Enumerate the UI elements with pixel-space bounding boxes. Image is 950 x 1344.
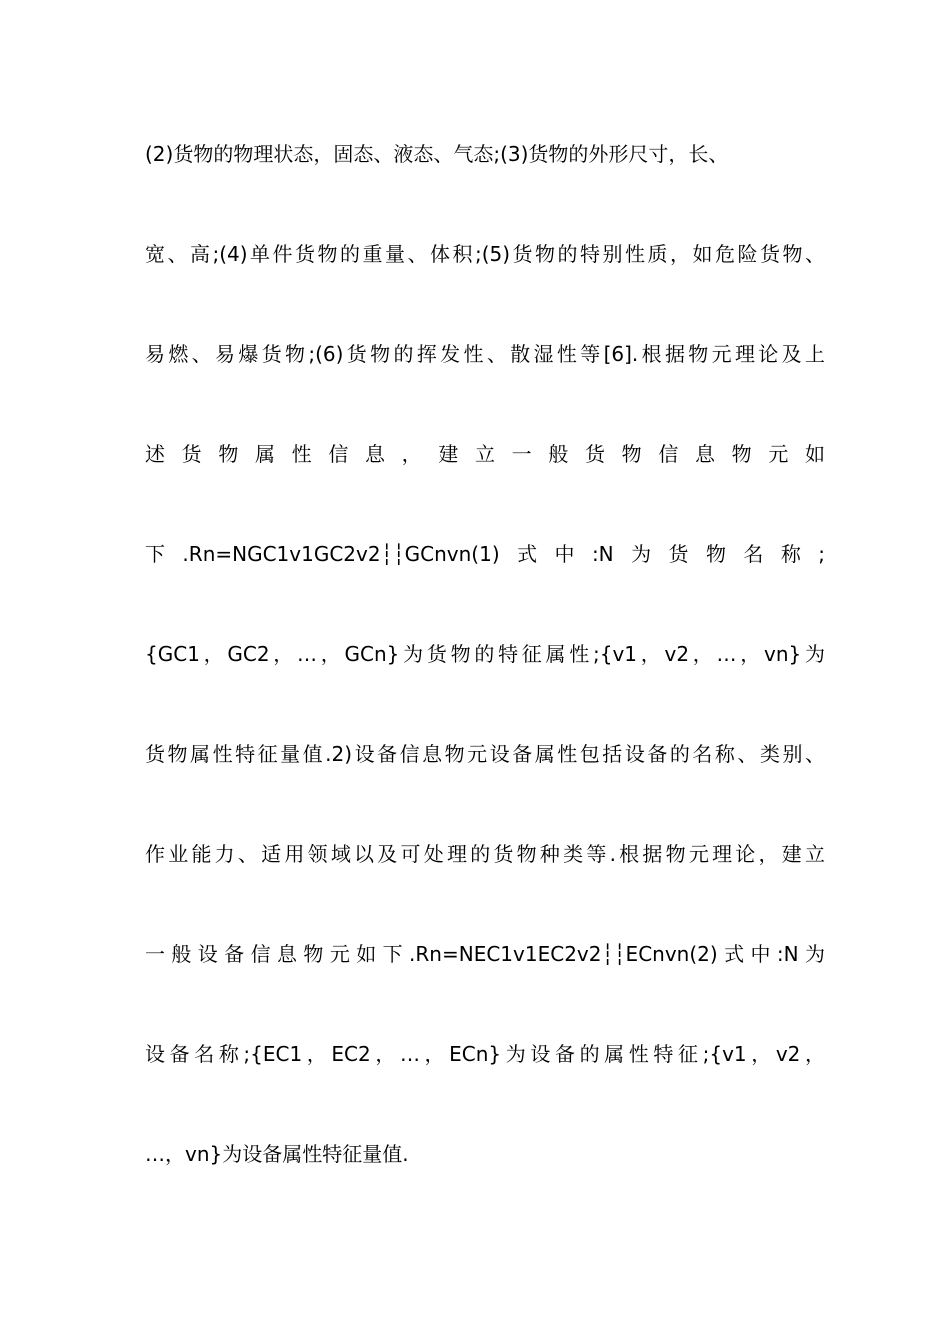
text-line-8: 作业能力、适用领域以及可处理的货物种类等.根据物元理论，建立 [145, 842, 825, 866]
text-line-6: {GC1，GC2，…，GCn}为货物的特征属性;{v1，v2，…，vn}为 [145, 642, 825, 666]
text-line-2: 宽、高;(4)单件货物的重量、体积;(5)货物的特别性质，如危险货物、 [145, 242, 825, 266]
body-text [145, 136, 825, 1236]
text-line-9: 一般设备信息物元如下.Rn=NEC1v1EC2v2┆┆ECnvn(2)式中:N为 [145, 942, 825, 966]
text-line-1: (2)货物的物理状态，固态、液态、气态;(3)货物的外形尺寸，长、 [145, 142, 729, 166]
text-line-5: 下.Rn=NGC1v1GC2v2┆┆GCnvn(1)式中:N为货物名称; [145, 542, 825, 566]
text-line-7: 货物属性特征量值.2)设备信息物元设备属性包括设备的名称、类别、 [145, 742, 825, 766]
text-line-11: …，vn}为设备属性特征量值. [145, 1142, 409, 1166]
text-line-3: 易燃、易爆货物;(6)货物的挥发性、散湿性等[6].根据物元理论及上 [145, 342, 825, 366]
text-line-4: 述货物属性信息，建立一般货物信息物元如 [145, 442, 825, 466]
text-line-10: 设备名称;{EC1，EC2，…，ECn}为设备的属性特征;{v1，v2， [145, 1042, 825, 1066]
